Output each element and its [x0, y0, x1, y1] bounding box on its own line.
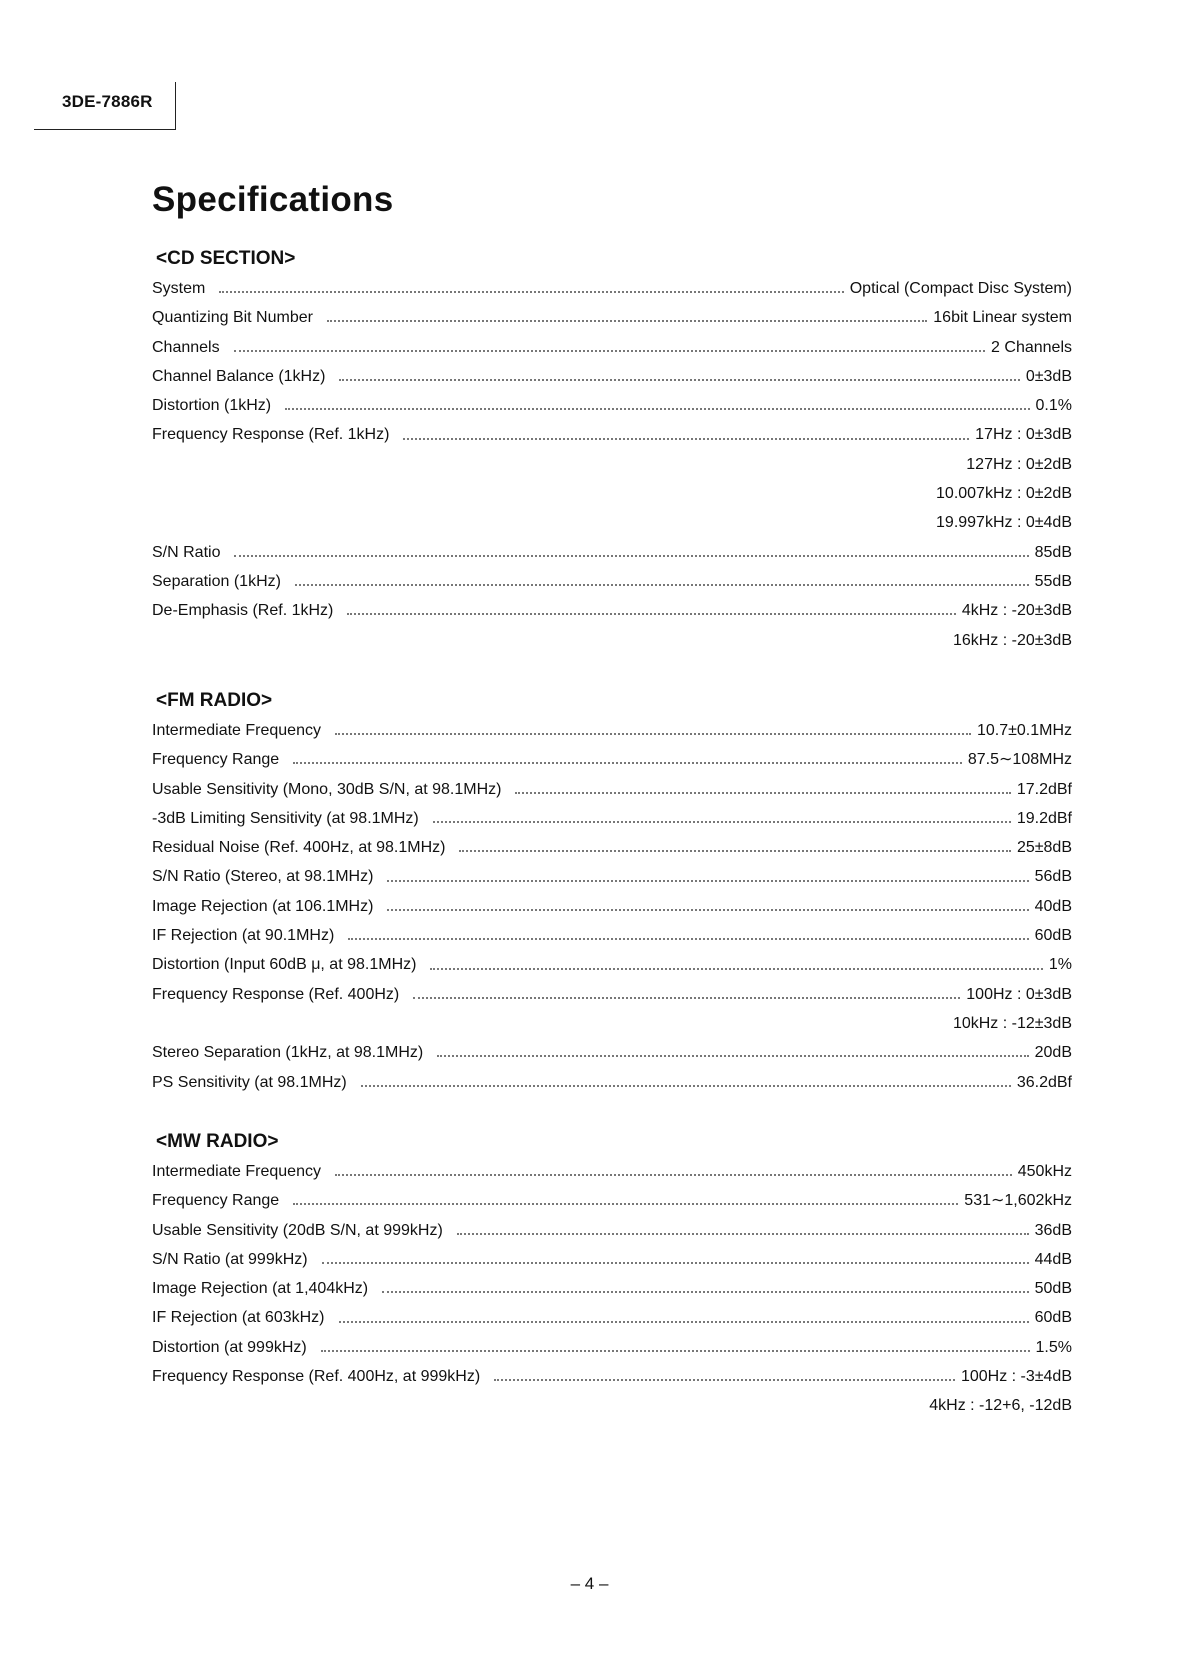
spec-value: 16bit Linear system [933, 309, 1072, 327]
spec-row [152, 1303, 1072, 1332]
mw-radio-section [152, 1127, 1072, 1421]
spec-label: Distortion (1kHz) [152, 397, 272, 415]
spec-label: Frequency Response (Ref. 1kHz) [152, 426, 390, 444]
spec-label: Channel Balance (1kHz) [152, 367, 326, 385]
spec-list [152, 1157, 1072, 1421]
spec-list [152, 716, 1072, 1097]
dot-leader [335, 1173, 1012, 1176]
spec-value: 55dB [1034, 572, 1072, 590]
page-number: – 4 – [570, 1574, 609, 1593]
spec-row [152, 420, 1072, 449]
spec-row [152, 716, 1072, 745]
dot-leader [335, 732, 971, 735]
dot-leader [433, 820, 1011, 823]
spec-row [152, 1216, 1072, 1245]
spec-list [152, 274, 1072, 655]
dot-leader [515, 791, 1010, 794]
spec-label: Image Rejection (at 1,404kHz) [152, 1280, 369, 1298]
spec-label: IF Rejection (at 90.1MHz) [152, 927, 335, 945]
spec-label: Channels [152, 338, 220, 356]
spec-row [152, 538, 1072, 567]
dot-leader [494, 1378, 955, 1381]
spec-value: 19.997kHz : 0±4dB [936, 514, 1072, 532]
spec-value: 60dB [1034, 1309, 1072, 1327]
spec-label: Stereo Separation (1kHz, at 98.1MHz) [152, 1044, 424, 1062]
spec-value: 2 Channels [991, 338, 1072, 356]
spec-label: Intermediate Frequency [152, 722, 321, 739]
spec-row [152, 567, 1072, 596]
spec-row [152, 391, 1072, 420]
dot-leader [295, 583, 1029, 586]
spec-value: 1% [1048, 956, 1072, 974]
spec-value: 531∼1,602kHz [964, 1192, 1072, 1210]
dot-leader [457, 1232, 1029, 1235]
model-rule-horizontal [34, 129, 176, 130]
spec-value: 19.2dBf [1016, 809, 1072, 827]
spec-row [152, 1274, 1072, 1303]
spec-value: 1.5% [1035, 1338, 1072, 1356]
spec-label: Frequency Response (Ref. 400Hz) [152, 985, 400, 1003]
spec-value: 10.7±0.1MHz [976, 722, 1072, 739]
spec-label: -3dB Limiting Sensitivity (at 98.1MHz) [152, 809, 419, 827]
spec-row [152, 596, 1072, 625]
spec-row [152, 1068, 1072, 1097]
dot-leader [413, 996, 960, 999]
spec-value: 100Hz : -3±4dB [960, 1368, 1072, 1386]
spec-value: 10kHz : -12±3dB [952, 1014, 1072, 1032]
spec-row [152, 479, 1072, 508]
dot-leader [403, 437, 969, 440]
spec-label: Separation (1kHz) [152, 572, 281, 590]
section-title: <CD SECTION> [156, 248, 296, 269]
spec-row [152, 775, 1072, 804]
dot-leader [322, 1261, 1029, 1264]
cd-section [152, 244, 1072, 655]
spec-row [152, 1157, 1072, 1186]
spec-value: 85dB [1034, 543, 1072, 561]
dot-leader [430, 967, 1042, 970]
spec-value: 10.007kHz : 0±2dB [936, 485, 1072, 503]
spec-value: 56dB [1034, 868, 1072, 886]
spec-label: IF Rejection (at 603kHz) [152, 1309, 325, 1327]
spec-value: 17.2dBf [1016, 780, 1072, 798]
spec-row [152, 1333, 1072, 1362]
dot-leader [361, 1084, 1011, 1087]
spec-value: 100Hz : 0±3dB [966, 985, 1072, 1003]
spec-value: 4kHz : -12+6, -12dB [929, 1397, 1072, 1415]
spec-value: 87.5∼108MHz [967, 751, 1072, 769]
spec-row [152, 626, 1072, 655]
spec-label: Frequency Response (Ref. 400Hz, at 999kHz) [152, 1368, 481, 1386]
dot-leader [339, 1320, 1029, 1323]
dot-leader [459, 849, 1011, 852]
dot-leader [437, 1054, 1028, 1057]
dot-leader [285, 407, 1029, 410]
section-title: <MW RADIO> [156, 1131, 279, 1152]
dot-leader [348, 937, 1028, 940]
spec-label: S/N Ratio (Stereo, at 98.1MHz) [152, 868, 374, 886]
spec-row [152, 1038, 1072, 1067]
spec-label: System [152, 280, 206, 297]
spec-row [152, 1186, 1072, 1215]
spec-value: 16kHz : -20±3dB [952, 631, 1072, 649]
spec-label: Quantizing Bit Number [152, 309, 313, 327]
dot-leader [339, 378, 1019, 381]
spec-value: 4kHz : -20±3dB [961, 602, 1072, 620]
dot-leader [293, 761, 962, 764]
spec-value: 40dB [1034, 897, 1072, 915]
spec-value: 36.2dBf [1016, 1073, 1072, 1091]
page-title: Specifications [152, 180, 394, 219]
dot-leader [327, 319, 927, 322]
spec-row [152, 508, 1072, 537]
dot-leader [219, 290, 843, 293]
spec-value: 0±3dB [1025, 367, 1072, 385]
dot-leader [234, 349, 985, 352]
spec-row [152, 921, 1072, 950]
spec-value: 17Hz : 0±3dB [975, 426, 1072, 444]
spec-row [152, 745, 1072, 774]
spec-value: 60dB [1034, 927, 1072, 945]
spec-label: Distortion (Input 60dB μ, at 98.1MHz) [152, 956, 417, 974]
spec-row [152, 303, 1072, 332]
dot-leader [347, 612, 955, 615]
spec-label: Frequency Range [152, 1192, 280, 1210]
spec-value: 127Hz : 0±2dB [966, 455, 1072, 473]
fm-radio-section [152, 686, 1072, 1097]
spec-value: 0.1% [1035, 397, 1072, 415]
spec-label: Residual Noise (Ref. 400Hz, at 98.1MHz) [152, 839, 446, 857]
spec-value: 25±8dB [1016, 839, 1072, 857]
spec-row [152, 450, 1072, 479]
section-title: <FM RADIO> [156, 690, 273, 711]
spec-label: Frequency Range [152, 751, 280, 769]
spec-value: 20dB [1034, 1044, 1072, 1062]
spec-label: Distortion (at 999kHz) [152, 1338, 307, 1356]
spec-row [152, 1362, 1072, 1391]
spec-value: 36dB [1034, 1221, 1072, 1239]
spec-row [152, 1391, 1072, 1420]
spec-label: S/N Ratio (at 999kHz) [152, 1250, 308, 1268]
spec-row [152, 950, 1072, 979]
spec-value: Optical (Compact Disc System) [849, 280, 1072, 297]
spec-label: PS Sensitivity (at 98.1MHz) [152, 1073, 347, 1091]
spec-label: De-Emphasis (Ref. 1kHz) [152, 602, 334, 620]
spec-value: 450kHz [1017, 1163, 1072, 1180]
spec-row [152, 362, 1072, 391]
dot-leader [387, 908, 1028, 911]
spec-row [152, 980, 1072, 1009]
dot-leader [234, 554, 1028, 557]
spec-label: Usable Sensitivity (20dB S/N, at 999kHz) [152, 1221, 443, 1239]
dot-leader [321, 1349, 1030, 1352]
spec-row [152, 892, 1072, 921]
spec-label: Image Rejection (at 106.1MHz) [152, 897, 374, 915]
dot-leader [387, 879, 1028, 882]
spec-row [152, 1009, 1072, 1038]
model-number: 3DE-7886R [62, 92, 153, 111]
spec-row [152, 1245, 1072, 1274]
spec-row [152, 862, 1072, 891]
spec-label: Usable Sensitivity (Mono, 30dB S/N, at 98.1MHz) [152, 780, 502, 798]
model-rule-vertical [175, 82, 176, 130]
spec-value: 44dB [1034, 1250, 1072, 1268]
spec-value: 50dB [1034, 1280, 1072, 1298]
dot-leader [382, 1290, 1029, 1293]
spec-row [152, 333, 1072, 362]
spec-label: S/N Ratio [152, 543, 221, 561]
spec-row [152, 804, 1072, 833]
spec-row [152, 833, 1072, 862]
dot-leader [293, 1202, 958, 1205]
spec-row [152, 274, 1072, 303]
spec-label: Intermediate Frequency [152, 1163, 321, 1180]
